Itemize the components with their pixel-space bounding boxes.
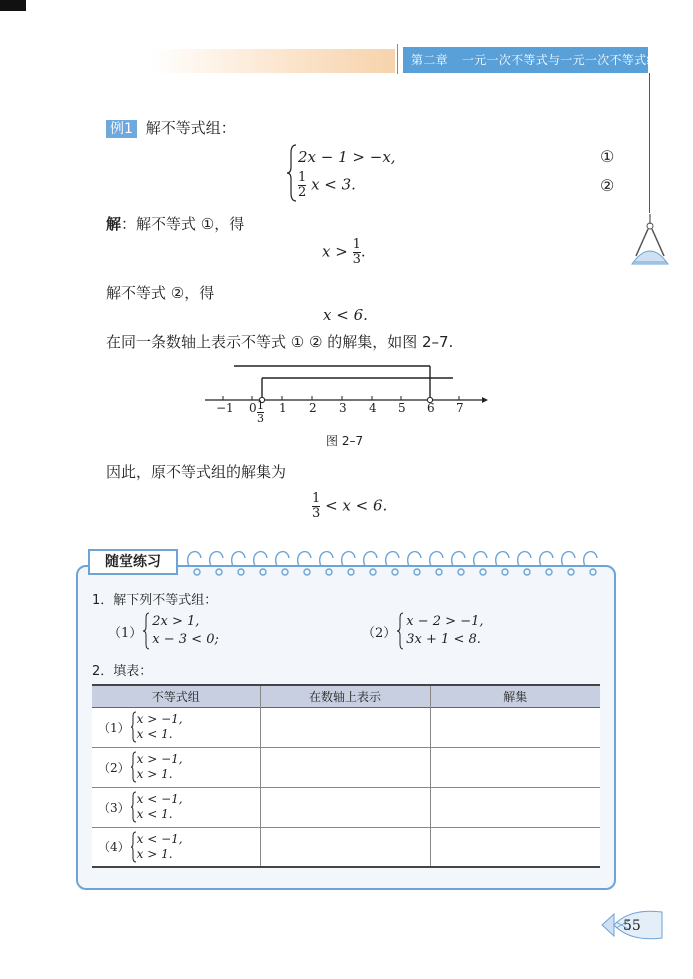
tick-label: −1	[216, 401, 234, 415]
fill-table	[92, 684, 600, 868]
binder-rings-icon	[183, 544, 613, 580]
table-header: 解集	[430, 685, 600, 707]
q1-part-a: （1） 2x > 1, x − 3 < 0;	[108, 612, 219, 650]
table-row: （1） x > −1, x < 1.	[92, 707, 600, 747]
tick-label: 7	[456, 401, 464, 415]
blank-cell[interactable]	[260, 747, 430, 787]
tick-label: 6	[427, 401, 435, 415]
chapter-header	[403, 47, 659, 73]
result-1: x > $\frac{1}{3}$ .	[322, 237, 366, 267]
solution-line-2: 解不等式 ②，得	[106, 284, 215, 302]
blank-cell[interactable]	[430, 827, 600, 867]
chapter-title: 一元一次不等式与一元一次不等式组	[461, 53, 659, 67]
left-brace-icon	[286, 143, 298, 203]
fraction-third: $\frac{1}{3}$	[352, 237, 361, 267]
equation-1-marker: ①	[600, 147, 615, 166]
left-brace-icon	[130, 711, 137, 743]
tick-label: 2	[309, 401, 317, 415]
system-brace	[286, 143, 298, 207]
tick-label: 5	[398, 401, 406, 415]
table-header: 在数轴上表示	[260, 685, 430, 707]
final-answer: $\frac{1}{3}$ < x < 6.	[312, 491, 388, 521]
table-header: 不等式组	[92, 685, 260, 707]
figure-caption: 图 2–7	[326, 434, 364, 448]
blank-cell[interactable]	[430, 787, 600, 827]
exercise-title: 随堂练习	[88, 549, 178, 575]
q1-part-b: （2） x − 2 > −1, 3x + 1 < 8.	[362, 612, 484, 650]
left-brace-icon	[130, 831, 137, 863]
left-brace-icon	[130, 751, 137, 783]
blank-cell[interactable]	[430, 707, 600, 747]
solution-label: 解	[106, 215, 122, 233]
left-brace-icon	[396, 612, 404, 650]
blank-cell[interactable]	[260, 787, 430, 827]
header-divider	[397, 44, 398, 74]
margin-rule	[649, 73, 650, 213]
left-brace-icon	[130, 791, 137, 823]
tick-label-third: $\frac{1}{3}$	[257, 399, 264, 425]
tick-label: 0	[249, 401, 257, 415]
question-2: 2．填表：	[92, 664, 153, 679]
table-row: （4） x < −1, x > 1.	[92, 827, 600, 867]
chapter-number: 第二章	[411, 53, 448, 67]
solution-line-3: 在同一条数轴上表示不等式 ① ② 的解集，如图 2–7.	[106, 333, 454, 351]
tick-label: 3	[339, 401, 347, 415]
solution-line-4: 因此，原不等式组的解集为	[106, 463, 287, 481]
left-brace-icon	[142, 612, 150, 650]
tick-label: 4	[369, 401, 377, 415]
arrow-icon	[482, 397, 488, 403]
question-1: 1．解下列不等式组：	[92, 593, 218, 608]
equation-2-marker: ②	[600, 176, 615, 195]
example-prompt: 解不等式组：	[145, 119, 236, 137]
example-badge: 例1	[106, 120, 137, 138]
corner-marker	[0, 0, 26, 11]
equation-2: $\frac{1}{2}$ x < 3.	[298, 170, 356, 200]
blank-cell[interactable]	[260, 707, 430, 747]
fraction-third-final: $\frac{1}{3}$	[312, 491, 321, 521]
blank-cell[interactable]	[430, 747, 600, 787]
equation-1: 2x − 1 > −x,	[298, 148, 396, 166]
blank-cell[interactable]	[260, 827, 430, 867]
number-line-figure	[200, 360, 500, 430]
fraction-half: $\frac{1}{2}$	[298, 170, 307, 200]
table-row: （3） x < −1, x < 1.	[92, 787, 600, 827]
compass-icon	[628, 212, 672, 266]
example-heading	[106, 117, 236, 138]
page-number: 55	[623, 918, 641, 934]
tick-label: 1	[279, 401, 287, 415]
table-row: （2） x > −1, x > 1.	[92, 747, 600, 787]
result-2: x < 6.	[323, 306, 368, 324]
header-gradient	[150, 49, 395, 73]
solution-line-1: 解：解不等式 ①，得	[106, 215, 245, 233]
